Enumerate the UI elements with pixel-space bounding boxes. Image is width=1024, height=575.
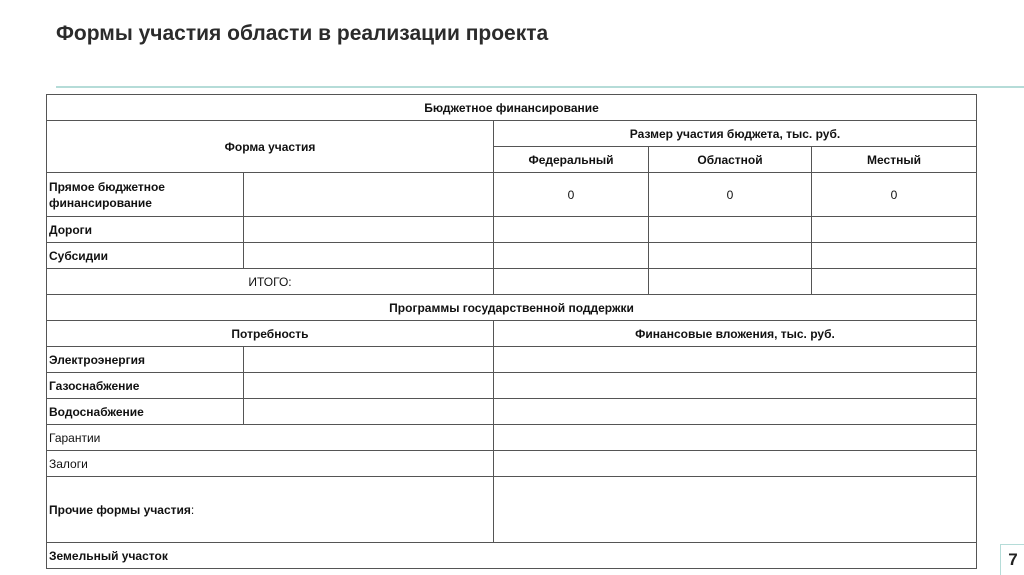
local-column-header: Местный [812, 147, 977, 173]
empty-cell [649, 243, 812, 269]
row-label-guarantees: Гарантии [47, 425, 494, 451]
empty-cell [812, 243, 977, 269]
row-label-direct-financing: Прямое бюджетное финансирование [47, 173, 244, 217]
empty-cell [244, 347, 494, 373]
title-divider [56, 86, 1024, 88]
empty-cell [494, 477, 977, 543]
empty-cell [494, 347, 977, 373]
local-value: 0 [812, 173, 977, 217]
federal-column-header: Федеральный [494, 147, 649, 173]
empty-cell [649, 217, 812, 243]
empty-cell [494, 269, 649, 295]
empty-cell [812, 217, 977, 243]
empty-cell [494, 373, 977, 399]
participation-form-header: Форма участия [47, 121, 494, 173]
need-electricity: Электроэнергия [47, 347, 244, 373]
other-forms-text: Прочие формы участия [49, 502, 191, 517]
budget-financing-header: Бюджетное финансирование [47, 95, 977, 121]
page-number: 7 [1000, 544, 1024, 575]
programs-header: Программы государственной поддержки [47, 295, 977, 321]
empty-cell [494, 451, 977, 477]
row-label-land-plot: Земельный участок [47, 543, 977, 569]
empty-cell [812, 269, 977, 295]
row-label-other-forms [47, 477, 494, 543]
empty-cell [244, 373, 494, 399]
budget-size-header: Размер участия бюджета, тыс. руб. [494, 121, 977, 147]
empty-cell [494, 425, 977, 451]
row-label-roads: Дороги [47, 217, 244, 243]
need-header: Потребность [47, 321, 494, 347]
empty-cell [494, 243, 649, 269]
need-gas-supply: Газоснабжение [47, 373, 244, 399]
row-label-pledges: Залоги [47, 451, 494, 477]
empty-cell [244, 217, 494, 243]
investments-header: Финансовые вложения, тыс. руб. [494, 321, 977, 347]
empty-cell [244, 399, 494, 425]
total-label: ИТОГО: [47, 269, 494, 295]
other-forms-colon: : [190, 502, 195, 517]
row-label-subsidies: Субсидии [47, 243, 244, 269]
slide-title: Формы участия области в реализации проекта [56, 22, 549, 45]
federal-value: 0 [494, 173, 649, 217]
participation-table [46, 94, 977, 569]
empty-cell [244, 173, 494, 217]
empty-cell [494, 399, 977, 425]
regional-column-header: Областной [649, 147, 812, 173]
need-water-supply: Водоснабжение [47, 399, 244, 425]
empty-cell [649, 269, 812, 295]
empty-cell [494, 217, 649, 243]
regional-value: 0 [649, 173, 812, 217]
empty-cell [244, 243, 494, 269]
